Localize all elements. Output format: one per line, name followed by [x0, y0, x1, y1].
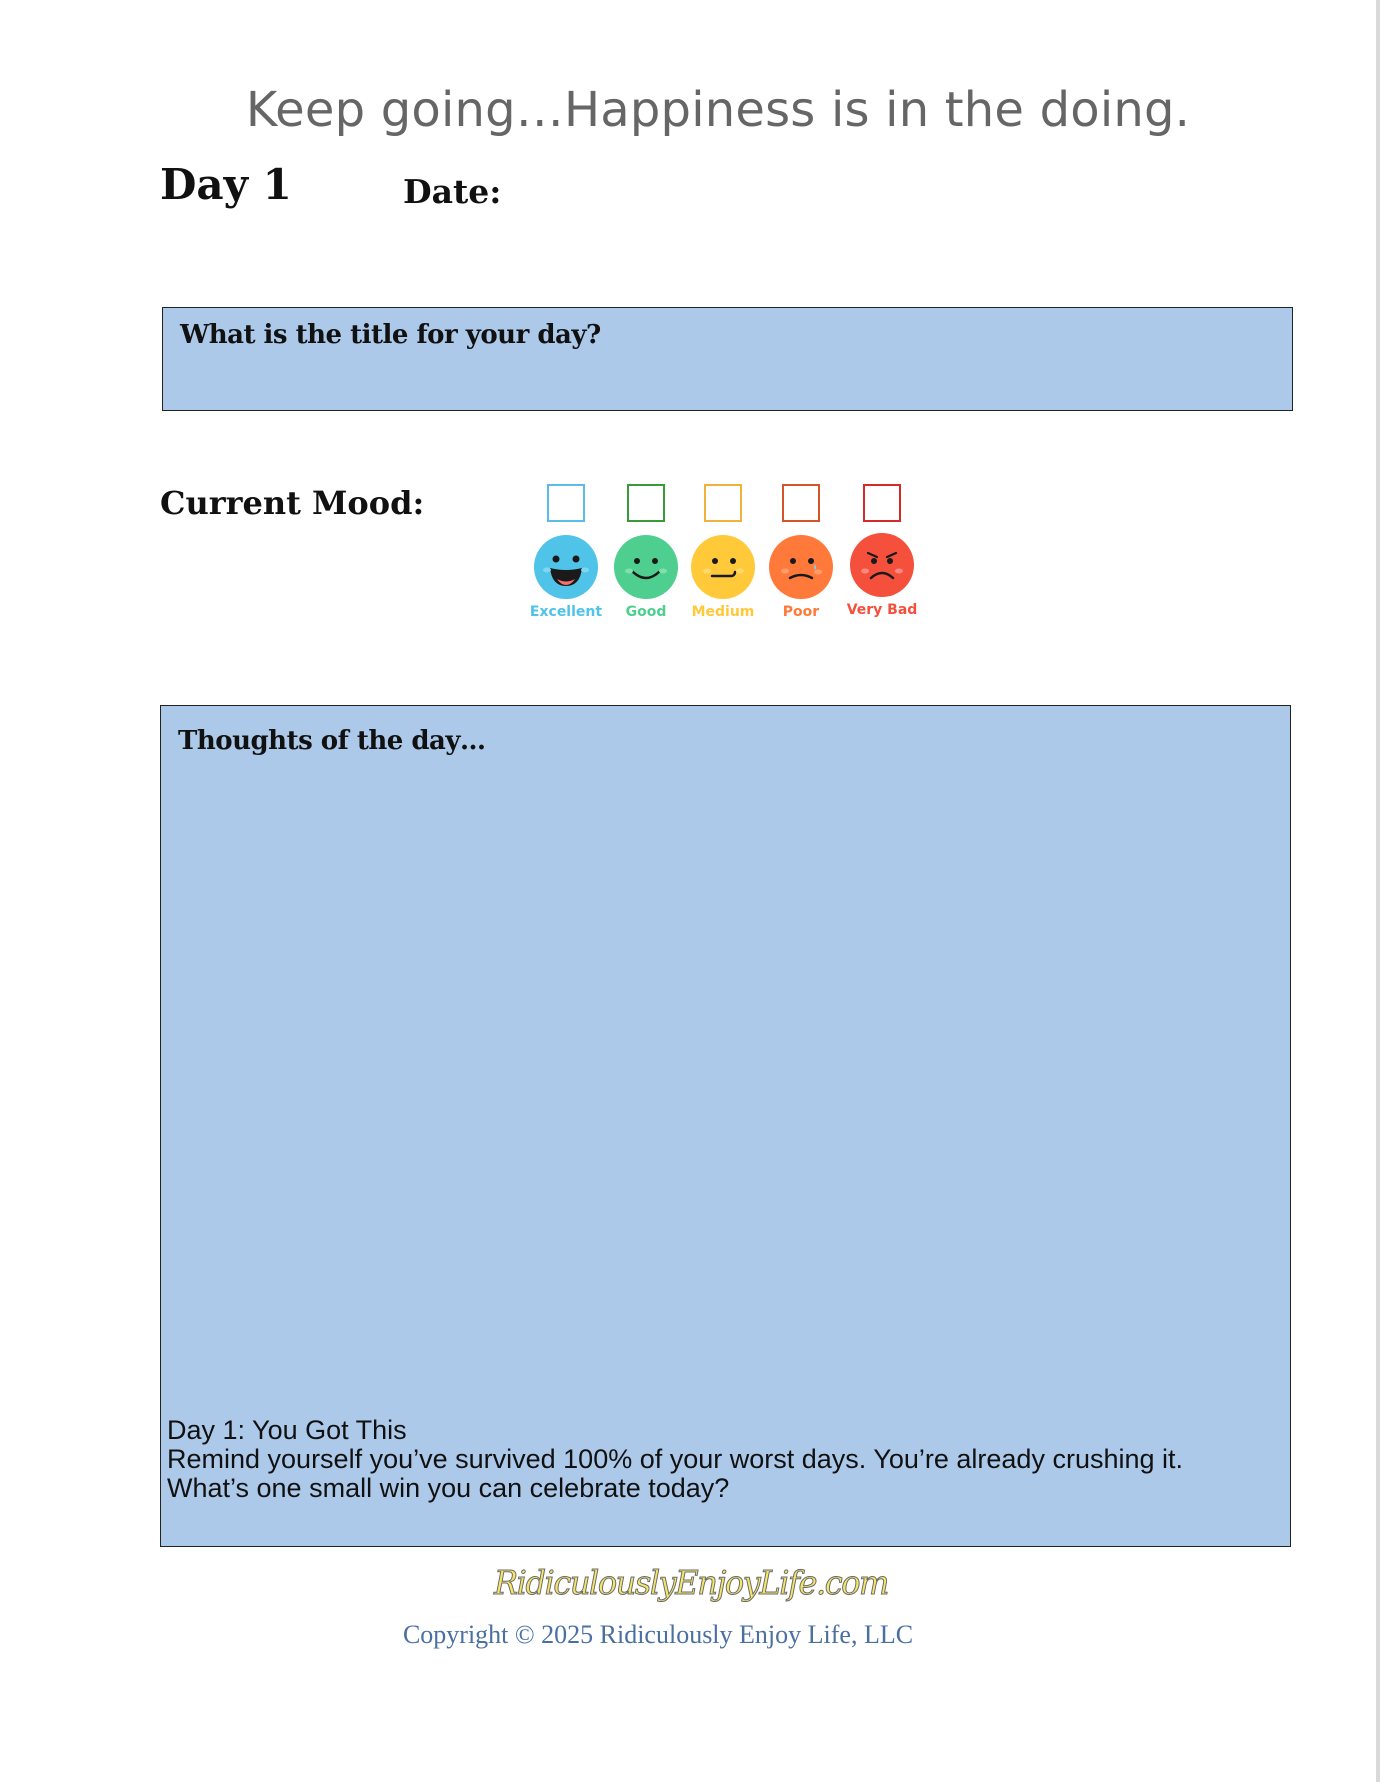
thoughts-box[interactable]: [160, 705, 1291, 1547]
medium-face-icon: [690, 534, 756, 600]
daily-tip: [167, 1416, 1183, 1503]
day-title-box[interactable]: [162, 307, 1293, 411]
tip-title: Day 1: You Got This: [167, 1415, 407, 1445]
headline: Keep going…Happiness is in the doing.: [245, 82, 1191, 138]
good-face-icon: [613, 534, 679, 600]
copyright: [0, 1620, 1380, 1650]
mood-checkbox-very-bad[interactable]: [863, 484, 901, 522]
day-title-prompt: What is the title for your day?: [180, 320, 601, 350]
mood-option-poor: [756, 484, 846, 620]
mood-checkbox-medium[interactable]: [704, 484, 742, 522]
date-label: Date:: [403, 172, 502, 211]
mood-label-good: Good: [625, 604, 667, 620]
page-edge: [1376, 0, 1380, 1782]
day-label: Day 1: [160, 160, 292, 209]
mood-label-excellent: Excellent: [529, 604, 603, 620]
poor-face-icon: [768, 534, 834, 600]
excellent-face-icon: [533, 534, 599, 600]
brand-logo: [492, 1560, 892, 1610]
mood-option-very-bad: [837, 484, 927, 618]
mood-label-poor: Poor: [782, 604, 820, 620]
very-bad-face-icon: [849, 532, 915, 598]
mood-checkbox-excellent[interactable]: [547, 484, 585, 522]
thoughts-prompt: Thoughts of the day…: [178, 726, 486, 756]
mood-label-very-bad: Very Bad: [846, 602, 918, 618]
copyright-text: Copyright © 2025 Ridiculously Enjoy Life, LLC: [402, 1620, 914, 1649]
mood-label-medium: Medium: [691, 604, 755, 620]
mood-option-medium: [678, 484, 768, 620]
logo-text: RidiculouslyEnjoyLife.com: [493, 1563, 888, 1602]
tip-line-2: What’s one small win you can celebrate today?: [167, 1473, 730, 1503]
mood-checkbox-good[interactable]: [627, 484, 665, 522]
tip-line-1: Remind yourself you’ve survived 100% of your worst days. You’re already crushing it.: [167, 1444, 1184, 1474]
mood-label: Current Mood:: [160, 484, 425, 522]
mood-checkbox-poor[interactable]: [782, 484, 820, 522]
mood-option-excellent: [521, 484, 611, 620]
